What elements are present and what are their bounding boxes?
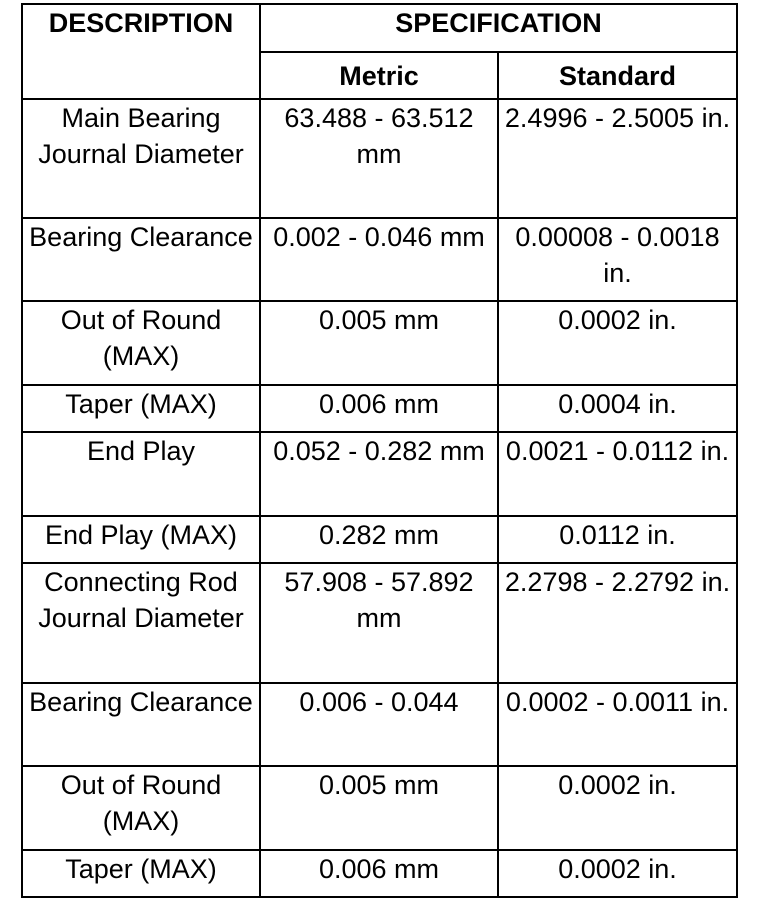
description-cell: Connecting Rod Journal Diameter <box>22 563 260 683</box>
standard-cell: 0.0112 in. <box>498 516 737 563</box>
specification-header: SPECIFICATION <box>260 4 737 52</box>
metric-cell: 63.488 - 63.512 mm <box>260 99 498 218</box>
description-cell: Main Bearing Journal Diameter <box>22 99 260 218</box>
table-row <box>22 563 737 683</box>
table-row <box>22 301 737 385</box>
table-row <box>22 683 737 766</box>
table-row <box>22 385 737 432</box>
description-header: DESCRIPTION <box>22 4 260 99</box>
standard-cell: 0.0002 in. <box>498 766 737 850</box>
metric-cell: 0.052 - 0.282 mm <box>260 432 498 516</box>
table-row <box>22 766 737 850</box>
standard-cell: 0.0002 - 0.0011 in. <box>498 683 737 766</box>
description-cell: Bearing Clearance <box>22 218 260 301</box>
description-cell: End Play (MAX) <box>22 516 260 563</box>
description-cell: End Play <box>22 432 260 516</box>
metric-cell: 0.002 - 0.046 mm <box>260 218 498 301</box>
standard-cell: 2.2798 - 2.2792 in. <box>498 563 737 683</box>
description-cell: Out of Round (MAX) <box>22 766 260 850</box>
metric-cell: 0.005 mm <box>260 766 498 850</box>
table-row <box>22 850 737 897</box>
standard-cell: 2.4996 - 2.5005 in. <box>498 99 737 218</box>
standard-cell: 0.00008 - 0.0018 in. <box>498 218 737 301</box>
standard-cell: 0.0021 - 0.0112 in. <box>498 432 737 516</box>
metric-cell: 0.005 mm <box>260 301 498 385</box>
specification-table <box>21 3 738 898</box>
metric-cell: 0.006 mm <box>260 850 498 897</box>
description-cell: Out of Round (MAX) <box>22 301 260 385</box>
metric-cell: 0.006 mm <box>260 385 498 432</box>
table-row <box>22 218 737 301</box>
table-row <box>22 99 737 218</box>
header-row <box>22 4 737 52</box>
metric-cell: 57.908 - 57.892 mm <box>260 563 498 683</box>
standard-cell: 0.0002 in. <box>498 850 737 897</box>
table-row <box>22 432 737 516</box>
metric-cell: 0.282 mm <box>260 516 498 563</box>
metric-header: Metric <box>260 52 498 99</box>
metric-cell: 0.006 - 0.044 <box>260 683 498 766</box>
description-cell: Taper (MAX) <box>22 385 260 432</box>
standard-cell: 0.0004 in. <box>498 385 737 432</box>
standard-header: Standard <box>498 52 737 99</box>
standard-cell: 0.0002 in. <box>498 301 737 385</box>
table-row <box>22 516 737 563</box>
description-cell: Taper (MAX) <box>22 850 260 897</box>
description-cell: Bearing Clearance <box>22 683 260 766</box>
